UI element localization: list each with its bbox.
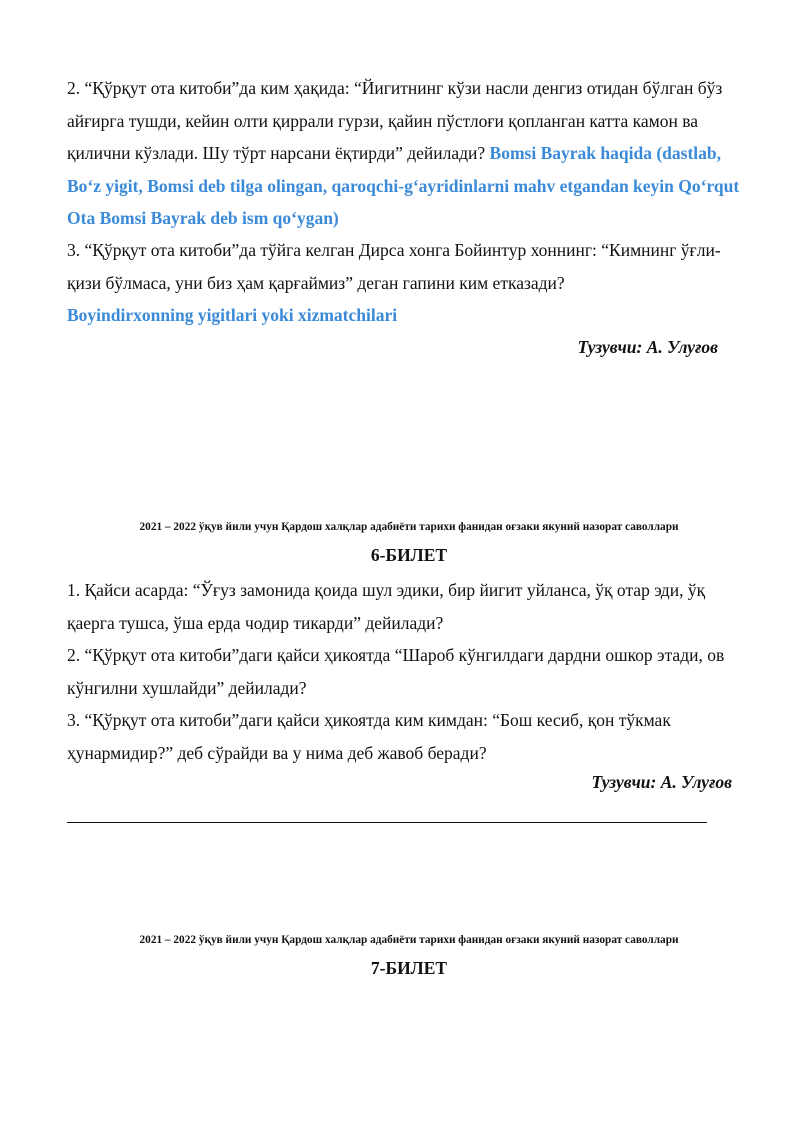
ticket-6-title: 6-БИЛЕТ — [370, 545, 448, 565]
question-3-answer: Boyindirxonning yigitlari yoki xizmatchilari — [67, 305, 398, 325]
question-2-text: 2. “Қўрқут ота китоби”да ким ҳақида: “Йигитнинг кўзи насли денгиз отидан бўлган бўз айғирга тушди, кейин олти қиррали гурзи, қайин пўстлоғи қопланган катта камон ва қилични кўзлади. Шу тўрт нарсани ёқтирди” дейилади? — [67, 78, 723, 163]
ticket-6-question-2: 2. “Қўрқут ота китоби”даги қайси ҳикоятда “Шароб кўнгилдаги дардни ошкор этади, ов кўнгилни хушлайди” дейилади? — [67, 645, 725, 698]
ticket-6-signature: Тузувчи: А. Улуғов — [591, 772, 732, 792]
ticket-7-heading: 2021 – 2022 ўқув йили учун Қардош халқлар адабиёти тарихи фанидан оғзаки якуний назорат саволлари — [139, 934, 679, 946]
author-signature: Тузувчи: А. Улуғов — [577, 337, 718, 357]
ticket-6-question-1: 1. Қайси асарда: “Ўғуз замонида қоида шул эдики, бир йигит уйланса, ўқ отар эди, ўқ қаерга тушса, ўша ерда чодир тикарди” дейилади? — [67, 580, 706, 633]
question-2-answer: Bomsi Bayrak haqida (dastlab, Bo‘z yigit, Bomsi deb tilga olingan, qaroqchi-g‘ayridinlarni mahv etgandan keyin Qo‘rqut Ota Bomsi Bayrak deb ism qo‘ygan) — [67, 143, 740, 228]
separator-line — [67, 822, 707, 823]
ticket-6-heading: 2021 – 2022 ўқув йили учун Қардош халқлар адабиёти тарихи фанидан оғзаки якуний назорат саволлари — [139, 521, 679, 533]
question-2 — [67, 72, 747, 235]
question-3 — [67, 234, 747, 332]
question-3-text: 3. “Қўрқут ота китоби”да тўйга келган Дирса хонга Бойинтур хоннинг: “Кимнинг ўғли-қизи бўлмаса, уни биз ҳам қарғаймиз” деган гапини ким етказади? — [67, 240, 721, 293]
ticket-7-title: 7-БИЛЕТ — [370, 958, 448, 978]
ticket-6-question-3: 3. “Қўрқут ота китоби”даги қайси ҳикоятда ким кимдан: “Бош кесиб, қон тўкмак ҳунармидир?” деб сўрайди ва у нима деб жавоб беради? — [67, 710, 671, 763]
